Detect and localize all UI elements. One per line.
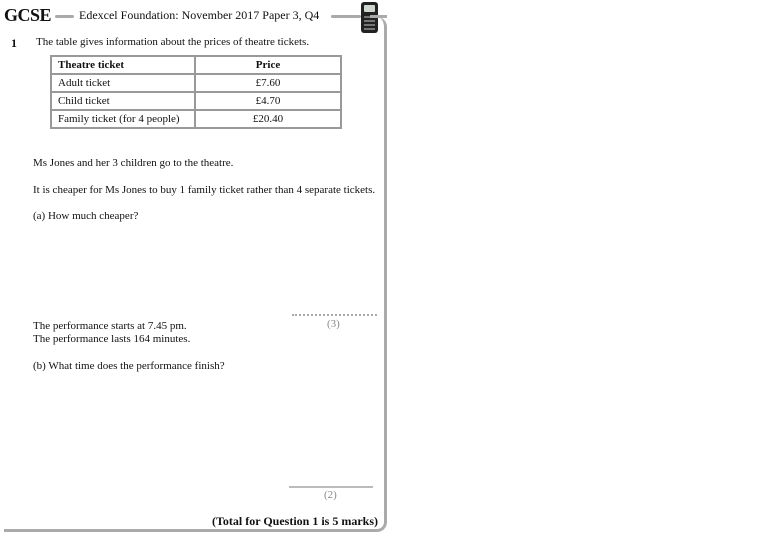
column-header: Theatre ticket bbox=[51, 56, 195, 74]
part-a-prompt: (a) How much cheaper? bbox=[33, 210, 139, 222]
table-row bbox=[51, 110, 341, 128]
marks-b: (2) bbox=[324, 489, 337, 501]
table-row bbox=[51, 92, 341, 110]
question-number: 1 bbox=[11, 36, 17, 50]
table-cell: Child ticket bbox=[51, 92, 195, 110]
context-text: The performance lasts 164 minutes. bbox=[33, 333, 191, 345]
context-text: It is cheaper for Ms Jones to buy 1 family ticket rather than 4 separate tickets. bbox=[33, 184, 376, 196]
total-marks: (Total for Question 1 is 5 marks) bbox=[212, 514, 379, 528]
ticket-price-table bbox=[50, 55, 342, 129]
column-header: Price bbox=[195, 56, 341, 74]
table-header-row bbox=[51, 56, 341, 74]
page-title: Edexcel Foundation: November 2017 Paper 3, Q4 bbox=[79, 8, 320, 22]
table-cell: £4.70 bbox=[195, 92, 341, 110]
answer-line-a[interactable] bbox=[292, 314, 377, 316]
answer-line-b[interactable] bbox=[289, 486, 373, 488]
gcse-logo: GCSE bbox=[4, 5, 52, 25]
context-text: Ms Jones and her 3 children go to the theatre. bbox=[33, 157, 234, 169]
table-row bbox=[51, 74, 341, 92]
part-b-prompt: (b) What time does the performance finish? bbox=[33, 360, 225, 372]
table-cell: £20.40 bbox=[195, 110, 341, 128]
table-cell: Adult ticket bbox=[51, 74, 195, 92]
frame-top-edge bbox=[370, 15, 387, 18]
marks-a: (3) bbox=[327, 318, 340, 330]
table-cell: Family ticket (for 4 people) bbox=[51, 110, 195, 128]
question-intro: The table gives information about the prices of theatre tickets. bbox=[36, 36, 310, 48]
table-cell: £7.60 bbox=[195, 74, 341, 92]
context-text: The performance starts at 7.45 pm. bbox=[33, 320, 187, 332]
